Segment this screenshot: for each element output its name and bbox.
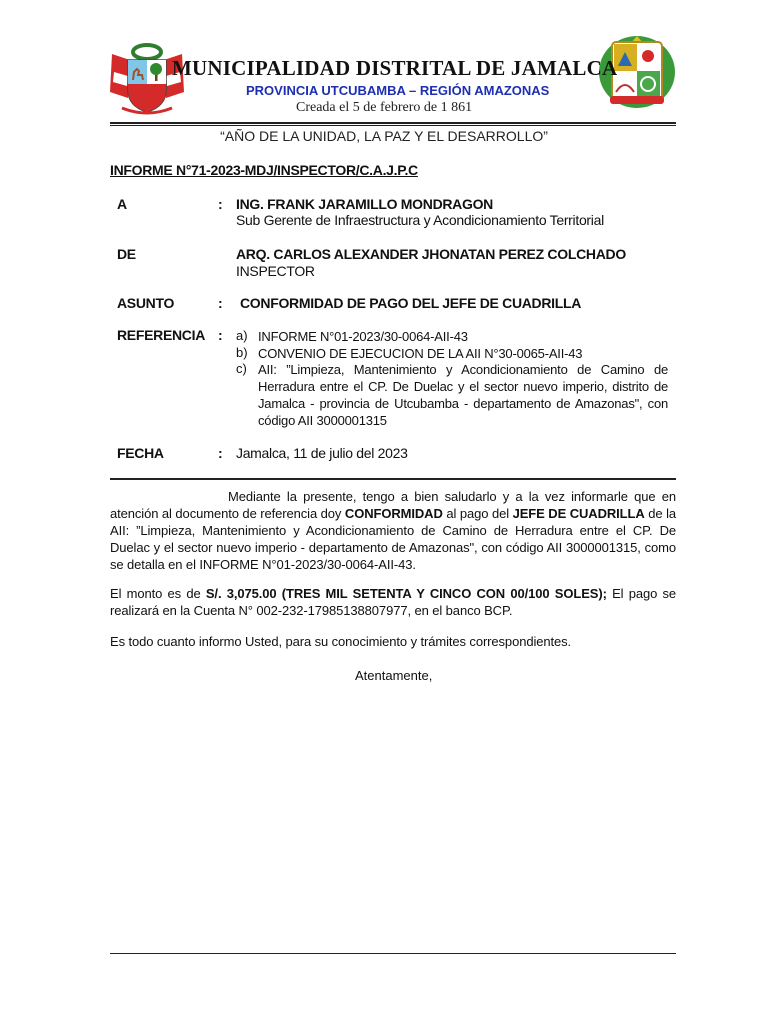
founding-date: Creada el 5 de febrero de 1 861 <box>296 100 473 115</box>
reference-b-mark: b) <box>236 345 248 360</box>
body-paragraph-closing: Es todo cuanto informo Usted, para su conocimiento y trámites correspondientes. <box>110 634 572 649</box>
to-colon: : <box>218 196 223 212</box>
date-value: Jamalca, 11 de julio del 2023 <box>236 445 408 461</box>
year-slogan: “AÑO DE LA UNIDAD, LA PAZ Y EL DESARROLLO” <box>220 128 548 144</box>
header-divider <box>110 122 676 124</box>
to-label: A <box>117 196 127 212</box>
report-number: INFORME N°71-2023-MDJ/INSPECTOR/C.A.J.P.C <box>110 162 418 178</box>
reference-a-text: INFORME N°01-2023/30-0064-AII-43 <box>258 329 468 344</box>
municipality-title: MUNICIPALIDAD DISTRITAL DE JAMALCA <box>172 56 618 80</box>
body-paragraph-amount: El monto es de S/. 3,075.00 (TRES MIL SETENTA Y CINCO CON 00/100 SOLES); El pago se realizará en la Cuenta N° 002-232-17985138807977, en el banco BCP. <box>110 586 677 618</box>
reference-colon: : <box>218 327 223 343</box>
from-label: DE <box>117 246 136 262</box>
reference-c-text: AII: ”Limpieza, Mantenimiento y Acondicionamiento de Camino de Herradura entre el CP. De Duelac y el sector nuevo imperio, distrito de Jamalca - provincia de Utcubamba - departamento de Amazonas", con código AII 3000001315 <box>258 362 668 428</box>
reference-b-text: CONVENIO DE EJECUCION DE LA AII N°30-0065-AII-43 <box>258 346 583 361</box>
fields-divider <box>110 478 676 480</box>
reference-a-mark: a) <box>236 328 248 343</box>
to-name: ING. FRANK JARAMILLO MONDRAGON <box>236 196 493 212</box>
coat-of-arms-logo <box>106 42 188 120</box>
closing-salutation: Atentamente, <box>355 668 433 683</box>
subject-label: ASUNTO <box>117 295 175 311</box>
body-paragraph-1: Mediante la presente, tengo a bien saludarlo y a la vez informarle que en atención al documento de referencia doy CONFORMIDAD al pago del JEFE DE CUADRILLA de la AII: ”Limpieza, Mantenimiento y Acondicionamiento de Camino de Herradura entre el CP. De Duelac y el sector nuevo imperio - departamento de Amazonas", con código AII 3000001315, como se detalla en el INFORME N°01-2023/30-0064-AII-43. <box>110 489 676 572</box>
subject-text: CONFORMIDAD DE PAGO DEL JEFE DE CUADRILLA <box>240 295 582 311</box>
to-role: Sub Gerente de Infraestructura y Acondicionamiento Territorial <box>236 212 604 228</box>
from-name: ARQ. CARLOS ALEXANDER JHONATAN PEREZ COLCHADO <box>236 246 626 262</box>
date-colon: : <box>218 445 223 461</box>
province-subtitle: PROVINCIA UTCUBAMBA – REGIÓN AMAZONAS <box>246 83 550 98</box>
reference-label: REFERENCIA <box>117 327 206 343</box>
footer-divider <box>110 953 676 954</box>
reference-c-mark: c) <box>236 361 247 376</box>
from-role: INSPECTOR <box>236 263 315 279</box>
subject-colon: : <box>218 295 223 311</box>
header-divider-thin <box>110 125 676 126</box>
date-label: FECHA <box>117 445 164 461</box>
